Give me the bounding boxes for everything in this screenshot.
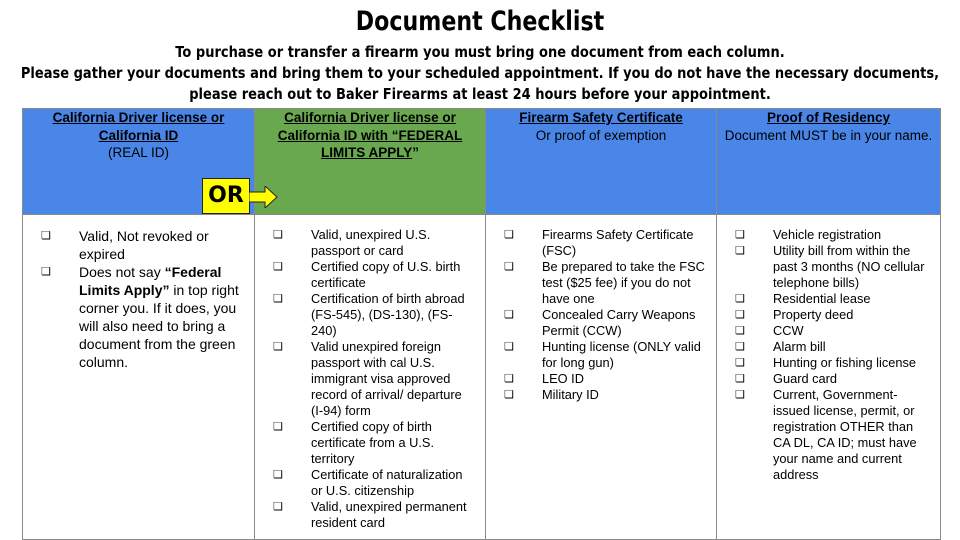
checkbox-icon: ❏ bbox=[735, 229, 745, 241]
checkbox-icon: ❏ bbox=[504, 261, 514, 273]
list-item: ❏ Alarm bill bbox=[735, 339, 826, 354]
list-item: ❏ Be prepared to take the FSC test ($25 fee) if you do not have one bbox=[504, 259, 705, 306]
checkbox-icon: ❏ bbox=[504, 373, 514, 385]
checklist bbox=[717, 215, 940, 483]
list-item: ❏ Hunting license (ONLY valid for long gun) bbox=[504, 339, 701, 370]
list-item: ❏ Property deed bbox=[735, 307, 854, 322]
column-federal-limits bbox=[255, 215, 486, 540]
subtitle-instruction: To purchase or transfer a firearm you must bring one document from each column. bbox=[175, 43, 785, 61]
subtitle-appointment-note: Please gather your documents and bring them to your scheduled appointment. If you do not have the necessary documents, please reach out to Baker Firearms at least 24 hours before your appointment. bbox=[20, 64, 940, 103]
checkbox-icon: ❏ bbox=[735, 357, 745, 369]
checkbox-icon: ❏ bbox=[504, 389, 514, 401]
checkbox-icon: ❏ bbox=[41, 266, 51, 278]
list-item: ❏ Valid, Not revoked or expired bbox=[41, 228, 209, 262]
checkbox-icon: ❏ bbox=[273, 421, 283, 433]
list-item: ❏ Valid, unexpired permanent resident card bbox=[273, 499, 467, 530]
header-row bbox=[23, 109, 941, 215]
list-item: ❏ Valid, unexpired U.S. passport or card bbox=[273, 227, 431, 258]
list-item: ❏ Certified copy of birth certificate from a U.S. territory bbox=[273, 419, 435, 466]
or-badge: OR bbox=[202, 178, 250, 214]
checkbox-icon: ❏ bbox=[273, 293, 283, 305]
checkbox-icon: ❏ bbox=[735, 389, 745, 401]
list-item: ❏ Residential lease bbox=[735, 291, 871, 306]
list-item: ❏ Vehicle registration bbox=[735, 227, 882, 242]
checklist bbox=[255, 215, 485, 531]
list-item: ❏ Does not say “Federal Limits Apply” in top right corner you. If it does, you will also need to bring a document from the green column. bbox=[41, 264, 239, 370]
items-row bbox=[23, 215, 941, 540]
list-item: ❏ Certification of birth abroad (FS-545), (DS-130), (FS-240) bbox=[273, 291, 465, 338]
column-header-residency bbox=[717, 109, 941, 215]
column-residency bbox=[717, 215, 941, 540]
list-item: ❏ Utility bill from within the past 3 months (NO cellular telephone bills) bbox=[735, 243, 925, 290]
column-header-note: (REAL ID) bbox=[107, 145, 169, 160]
arrow-right-icon bbox=[249, 186, 279, 208]
checkbox-icon: ❏ bbox=[735, 373, 745, 385]
checkbox-icon: ❏ bbox=[735, 293, 745, 305]
column-real-id bbox=[23, 215, 255, 540]
column-header-title: California Driver license or California ID with “FEDERAL LIMITS APPLY bbox=[277, 110, 463, 160]
column-header-title: California Driver license or California ID bbox=[52, 110, 225, 143]
checkbox-icon: ❏ bbox=[273, 341, 283, 353]
list-item: ❏ Certificate of naturalization or U.S. citizenship bbox=[273, 467, 463, 498]
column-header-note: Document MUST be in your name. bbox=[724, 127, 933, 143]
checkbox-icon: ❏ bbox=[735, 245, 745, 257]
list-item: ❏ Current, Government-issued license, permit, or registration OTHER than CA DL, CA ID; must have your name and current address bbox=[735, 387, 917, 482]
checkbox-icon: ❏ bbox=[273, 261, 283, 273]
checkbox-icon: ❏ bbox=[273, 469, 283, 481]
checkbox-icon: ❏ bbox=[735, 309, 745, 321]
list-item: ❏ LEO ID bbox=[504, 371, 584, 386]
list-item: ❏ Military ID bbox=[504, 387, 599, 402]
list-item: ❏ Firearms Safety Certificate (FSC) bbox=[504, 227, 694, 258]
column-header-title: Firearm Safety Certificate bbox=[519, 110, 683, 125]
list-item: ❏ Concealed Carry Weapons Permit (CCW) bbox=[504, 307, 696, 338]
column-header-note: Or proof of exemption bbox=[535, 127, 667, 143]
checkbox-icon: ❏ bbox=[273, 229, 283, 241]
checklist-table bbox=[22, 108, 941, 540]
column-safety-certificate bbox=[486, 215, 717, 540]
checkbox-icon: ❏ bbox=[504, 229, 514, 241]
checkbox-icon: ❏ bbox=[504, 341, 514, 353]
page-title: Document Checklist bbox=[355, 6, 605, 37]
checklist bbox=[486, 215, 716, 403]
column-header-safety-certificate bbox=[486, 109, 717, 215]
checkbox-icon: ❏ bbox=[273, 501, 283, 513]
list-item: ❏ CCW bbox=[735, 323, 804, 338]
list-item: ❏ Guard card bbox=[735, 371, 838, 386]
list-item: ❏ Hunting or fishing license bbox=[735, 355, 916, 370]
column-header-title: Proof of Residency bbox=[766, 110, 891, 125]
checklist bbox=[23, 215, 254, 371]
list-item: ❏ Certified copy of U.S. birth certificate bbox=[273, 259, 461, 290]
list-item: ❏ Valid unexpired foreign passport with cal U.S. immigrant visa approved record of arrival/ departure (I-94) form bbox=[273, 339, 462, 418]
checkbox-icon: ❏ bbox=[41, 230, 51, 242]
checkbox-icon: ❏ bbox=[504, 309, 514, 321]
checkbox-icon: ❏ bbox=[735, 325, 745, 337]
checkbox-icon: ❏ bbox=[735, 341, 745, 353]
column-header-federal-limits: California Driver license or California ID with “FEDERAL LIMITS APPLY” bbox=[255, 109, 486, 215]
